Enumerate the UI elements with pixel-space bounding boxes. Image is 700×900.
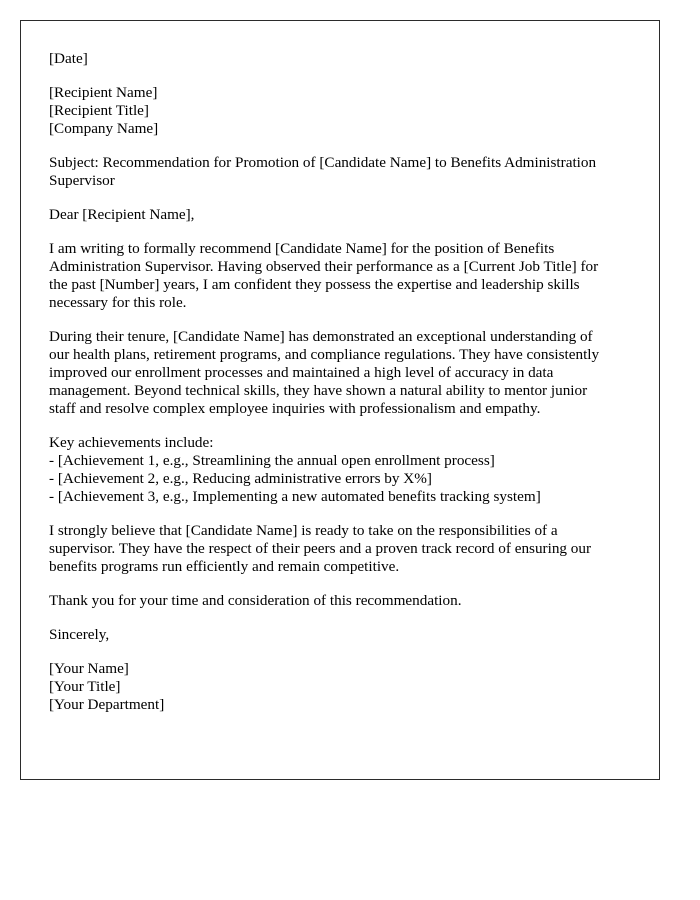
- paragraph-line: the past [Number] years, I am confident they possess the expertise and leadership skills: [49, 276, 580, 293]
- closing-thanks: Thank you for your time and consideration of this recommendation.: [49, 592, 462, 609]
- salutation-block: [49, 206, 639, 224]
- paragraph-line: I am writing to formally recommend [Candidate Name] for the position of Benefits: [49, 240, 555, 257]
- body-paragraph-1: [49, 240, 639, 312]
- paragraph-line: supervisor. They have the respect of their peers and a proven track record of ensuring our: [49, 540, 592, 557]
- paragraph-line: I strongly believe that [Candidate Name] is ready to take on the responsibilities of a: [49, 522, 558, 539]
- achievement-item: - [Achievement 3, e.g., Implementing a new automated benefits tracking system]: [49, 488, 541, 505]
- thanks-block: [49, 592, 639, 610]
- achievement-item: - [Achievement 2, e.g., Reducing administrative errors by X%]: [49, 470, 432, 487]
- achievement-item: - [Achievement 1, e.g., Streamlining the annual open enrollment process]: [49, 452, 495, 469]
- date-block: [49, 50, 639, 68]
- paragraph-line: staff and resolve complex employee inquiries with professionalism and empathy.: [49, 400, 541, 417]
- signoff-block: [49, 626, 639, 644]
- paragraph-line: During their tenure, [Candidate Name] has demonstrated an exceptional understanding of: [49, 328, 593, 345]
- paragraph-line: management. Beyond technical skills, they have shown a natural ability to mentor junior: [49, 382, 588, 399]
- achievements-heading: Key achievements include:: [49, 434, 214, 451]
- recipient-name: [Recipient Name]: [49, 84, 158, 101]
- signature-title: [Your Title]: [49, 678, 121, 695]
- subject-line: Subject: Recommendation for Promotion of [Candidate Name] to Benefits Administration: [49, 154, 597, 171]
- signature-department: [Your Department]: [49, 696, 165, 713]
- recipient-company: [Company Name]: [49, 120, 159, 137]
- recipient-block: [49, 84, 639, 138]
- subject-block: [49, 154, 639, 190]
- signoff: Sincerely,: [49, 626, 110, 643]
- paragraph-line: necessary for this role.: [49, 294, 187, 311]
- paragraph-line: benefits programs run efficiently and remain competitive.: [49, 558, 400, 575]
- letter-document: [20, 20, 660, 780]
- body-paragraph-3: [49, 522, 639, 576]
- subject-line: Supervisor: [49, 172, 115, 189]
- paragraph-line: Administration Supervisor. Having observed their performance as a [Current Job Title] for: [49, 258, 599, 275]
- paragraph-line: our health plans, retirement programs, and compliance regulations. They have consistently: [49, 346, 600, 363]
- signature-block: [49, 660, 639, 714]
- recipient-title: [Recipient Title]: [49, 102, 149, 119]
- achievements-block: [49, 434, 639, 506]
- date-line: [Date]: [49, 50, 88, 67]
- signature-name: [Your Name]: [49, 660, 129, 677]
- paragraph-line: improved our enrollment processes and maintained a high level of accuracy in data: [49, 364, 554, 381]
- salutation: Dear [Recipient Name],: [49, 206, 195, 223]
- body-paragraph-2: [49, 328, 639, 418]
